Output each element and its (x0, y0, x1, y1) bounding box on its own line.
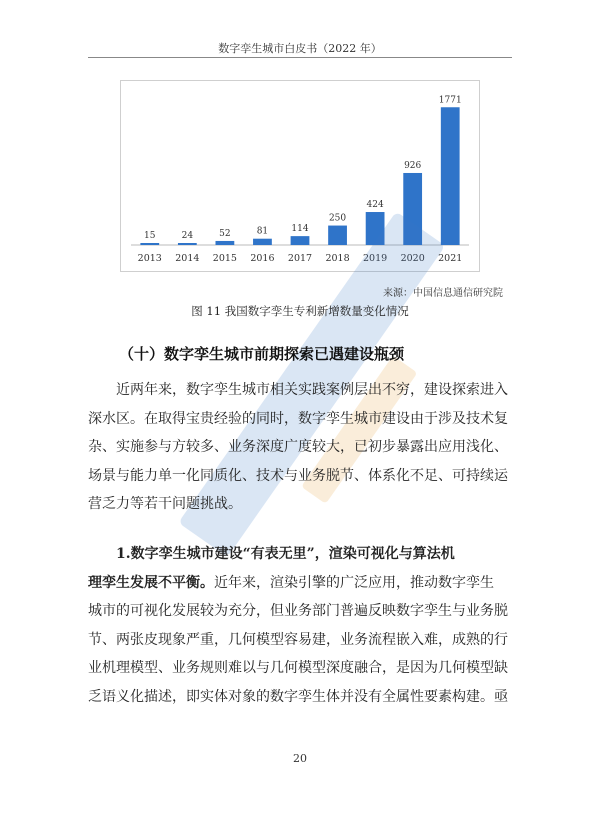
paragraph-1-line: 杂、实施参与方较多、业务深度广度较大，已初步暴露出应用浅化、 (88, 439, 508, 455)
paragraph-1-line: 场景与能力单一化同质化、技术与业务脱节、体系化不足、可持续运 (88, 467, 508, 484)
chart-canvas (121, 81, 479, 271)
paragraph-1-line: 深水区。在取得宝贵经验的同时，数字孪生城市建设由于涉及技术复 (88, 410, 508, 427)
chart-source: 来源：中国信息通信研究院 (383, 288, 503, 299)
x-tick-label: 2016 (250, 253, 275, 264)
data-label: 81 (256, 226, 269, 237)
data-label: 52 (219, 228, 231, 239)
data-label: 24 (181, 231, 194, 241)
data-label: 15 (144, 231, 156, 241)
x-tick-label: 2018 (325, 253, 350, 264)
paragraph-2 (88, 540, 516, 711)
data-label: 114 (291, 224, 309, 235)
paragraph-1 (88, 376, 516, 519)
section-heading: （十）数字孪生城市前期探索已遇建设瓶颈 (119, 345, 405, 363)
data-label: 424 (366, 200, 384, 211)
x-tick-label: 2020 (400, 253, 425, 264)
running-header: 数字孪生城市白皮书（2022 年） (218, 42, 382, 55)
paragraph-2-heading: 1.数字孪生城市建设“有表无里”，渲染可视化与算法机 (116, 546, 455, 562)
bar (178, 243, 197, 245)
x-tick-label: 2015 (212, 253, 237, 264)
bar (328, 226, 347, 245)
paragraph-2-line: 乏语义化描述，即实体对象的数字孪生体并没有全属性要素构建。亟 (88, 688, 508, 705)
paragraph-2-line: 城市的可视化发展较为充分，但业务部门普遍反映数字孪生与业务脱 (88, 603, 508, 619)
paragraph-2-text: 近年来，渲染引擎的广泛应用，推动数字孪生 (214, 574, 494, 591)
paragraph-2-heading-cont: 理孪生发展不平衡。 (88, 574, 214, 591)
x-tick-label: 2013 (137, 253, 162, 264)
paragraph-1-line: 近两年来，数字孪生城市相关实践案例层出不穷，建设探索进入 (116, 382, 508, 398)
x-tick-label: 2014 (175, 253, 200, 264)
patent-bar-chart (120, 80, 480, 272)
bar (253, 239, 272, 245)
page-number: 20 (293, 752, 307, 765)
data-label: 926 (404, 160, 422, 171)
bar (403, 173, 422, 245)
bar (140, 243, 159, 245)
paragraph-2-line: 业机理模型、业务规则难以与几何模型深度融合，是因为几何模型缺 (88, 660, 508, 676)
x-tick-label: 2019 (363, 253, 388, 264)
data-label: 250 (328, 213, 347, 224)
bar (216, 241, 235, 245)
header-divider (88, 57, 512, 58)
bar (291, 236, 310, 245)
data-label: 1771 (438, 95, 462, 106)
x-tick-label: 2017 (287, 253, 313, 264)
figure-caption: 图 11 我国数字孪生专利新增数量变化情况 (191, 304, 409, 318)
paragraph-2-line: 节、两张皮现象严重，几何模型容易建，业务流程嵌入难，成熟的行 (88, 631, 508, 648)
x-tick-label: 2021 (438, 253, 463, 264)
bar (441, 107, 460, 245)
paragraph-1-line: 营乏力等若干问题挑战。 (88, 496, 242, 512)
bar (366, 212, 385, 245)
